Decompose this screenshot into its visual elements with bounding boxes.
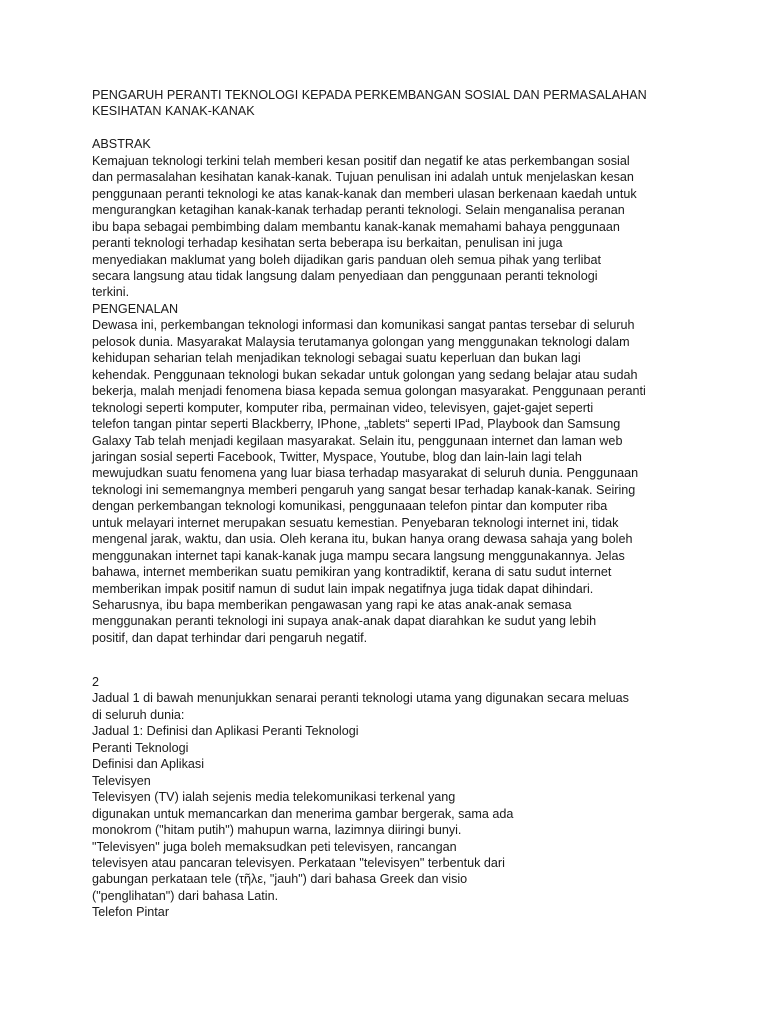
document-page	[92, 87, 682, 646]
table-row-label: Telefon Pintar	[92, 905, 170, 920]
introduction-line: bahawa, internet memberikan suatu pemikiran yang kontradiktif, kerana di satu sudut internet	[92, 565, 612, 580]
abstract-line: penggunaan peranti teknologi ke atas kanak-kanak dan memberi ulasan berkenaan kaedah untuk	[92, 186, 637, 201]
introduction-line: mewujudkan suatu fenomena yang luar biasa terhadap masyarakat di seluruh dunia. Penggunaan	[92, 466, 639, 481]
introduction-line: untuk melayari internet merupakan sesuatu kemestian. Penyebaran teknologi internet ini, tidak	[92, 515, 619, 530]
introduction-line: kehidupan seharian telah menjadikan teknologi sebagai suatu keperluan dan bukan lagi	[92, 351, 581, 366]
table-row-label: Televisyen	[92, 773, 151, 788]
table-cell-line: televisyen atau pancaran televisyen. Perkataan "televisyen" terbentuk dari	[92, 855, 505, 870]
section-line: Jadual 1 di bawah menunjukkan senarai peranti teknologi utama yang digunakan secara meluas	[92, 691, 629, 706]
table-column-header: Definisi dan Aplikasi	[92, 757, 205, 772]
table-column-header: Peranti Teknologi	[92, 740, 189, 755]
table-caption: Jadual 1: Definisi dan Aplikasi Peranti Teknologi	[92, 724, 359, 739]
abstract-line: terkini.	[92, 285, 130, 300]
abstract-line: mengurangkan ketagihan kanak-kanak terhadap peranti teknologi. Selain menganalisa peranan	[92, 203, 625, 218]
introduction-line: telefon tangan pintar seperti Blackberry, IPhone, „tablets“ seperti IPad, Playbook dan Samsung	[92, 417, 621, 432]
abstract-line: peranti teknologi terhadap kesihatan serta beberapa isu berkaitan, penulisan ini juga	[92, 236, 563, 251]
introduction-line: bekerja, malah menjadi fenomena biasa kepada semua golongan masyarakat. Penggunaan peranti	[92, 384, 646, 399]
table-cell-line: ("penglihatan") dari bahasa Latin.	[92, 888, 279, 903]
introduction-line: positif, dan dapat terhindar dari pengaruh negatif.	[92, 630, 368, 645]
introduction-line: pelosok dunia. Masyarakat Malaysia terutamanya golongan yang menggunakan teknologi dalam	[92, 334, 630, 349]
introduction-line: mengenal jarak, waktu, dan usia. Oleh kerana itu, bukan hanya orang dewasa sahaja yang boleh	[92, 532, 633, 547]
abstract-section	[92, 136, 682, 301]
introduction-line: dengan perkembangan teknologi komunikasi, penggunaaan telefon pintar dan komputer riba	[92, 499, 608, 514]
introduction-heading: PENGENALAN	[92, 301, 179, 316]
abstract-line: Kemajuan teknologi terkini telah memberi kesan positif dan negatif ke atas perkembangan sosial	[92, 153, 630, 168]
table-cell-line: digunakan untuk memancarkan dan menerima gambar bergerak, sama ada	[92, 806, 514, 821]
introduction-line: menggunakan internet tapi kanak-kanak juga mampu secara langsung menggunakannya. Jelas	[92, 548, 625, 563]
table-cell-line: Televisyen (TV) ialah sejenis media telekomunikasi terkenal yang	[92, 790, 456, 805]
introduction-line: Dewasa ini, perkembangan teknologi informasi dan komunikasi sangat pantas tersebar di seluruh	[92, 318, 635, 333]
section-line: di seluruh dunia:	[92, 707, 185, 722]
page-number: 2	[92, 675, 100, 689]
abstract-line: menyediakan maklumat yang boleh dijadikan garis panduan oleh semua pihak yang terlibat	[92, 252, 601, 267]
introduction-line: teknologi ini sememangnya memberi pengaruh yang sangat besar terhadap kanak-kanak. Seiring	[92, 482, 636, 497]
document-title	[92, 87, 682, 120]
introduction-line: menggunakan peranti teknologi ini supaya anak-anak dapat diarahkan ke sudut yang lebih	[92, 614, 597, 629]
abstract-heading: ABSTRAK	[92, 137, 151, 152]
section-two	[92, 674, 692, 921]
spacer	[92, 120, 682, 136]
introduction-line: memberikan impak positif namun di sudut lain impak negatifnya juga tidak dapat dihindari.	[92, 581, 594, 596]
introduction-section	[92, 301, 682, 647]
introduction-line: teknologi seperti komputer, komputer riba, permainan video, televisyen, gajet-gajet seperti	[92, 400, 594, 415]
introduction-line: kehendak. Penggunaan teknologi bukan sekadar untuk golongan yang sedang belajar atau sudah	[92, 367, 638, 382]
title-line-2: KESIHATAN KANAK-KANAK	[92, 104, 255, 119]
table-cell-line: gabungan perkataan tele (τῆλε, "jauh") dari bahasa Greek dan visio	[92, 872, 468, 887]
table-cell-line: "Televisyen" juga boleh memaksudkan peti televisyen, rancangan	[92, 839, 457, 854]
abstract-line: dan permasalahan kesihatan kanak-kanak. Tujuan penulisan ini adalah untuk menjelaskan kesan	[92, 170, 634, 185]
abstract-line: secara langsung atau tidak langsung dalam penyediaan dan penggunaan peranti teknologi	[92, 268, 598, 283]
introduction-line: Seharusnya, ibu bapa memberikan pengawasan yang rapi ke atas anak-anak semasa	[92, 598, 572, 613]
introduction-line: Galaxy Tab telah menjadi kegilaan masyarakat. Selain itu, penggunaan internet dan laman web	[92, 433, 623, 448]
introduction-line: jaringan sosial seperti Facebook, Twitter, Myspace, Youtube, blog dan lain-lain lagi telah	[92, 449, 582, 464]
abstract-line: ibu bapa sebagai pembimbing dalam membantu kanak-kanak memahami bahaya penggunaan	[92, 219, 620, 234]
title-line-1: PENGARUH PERANTI TEKNOLOGI KEPADA PERKEMBANGAN SOSIAL DAN PERMASALAHAN	[92, 88, 647, 102]
table-cell-line: monokrom ("hitam putih") mahupun warna, lazimnya diiringi bunyi.	[92, 823, 462, 838]
